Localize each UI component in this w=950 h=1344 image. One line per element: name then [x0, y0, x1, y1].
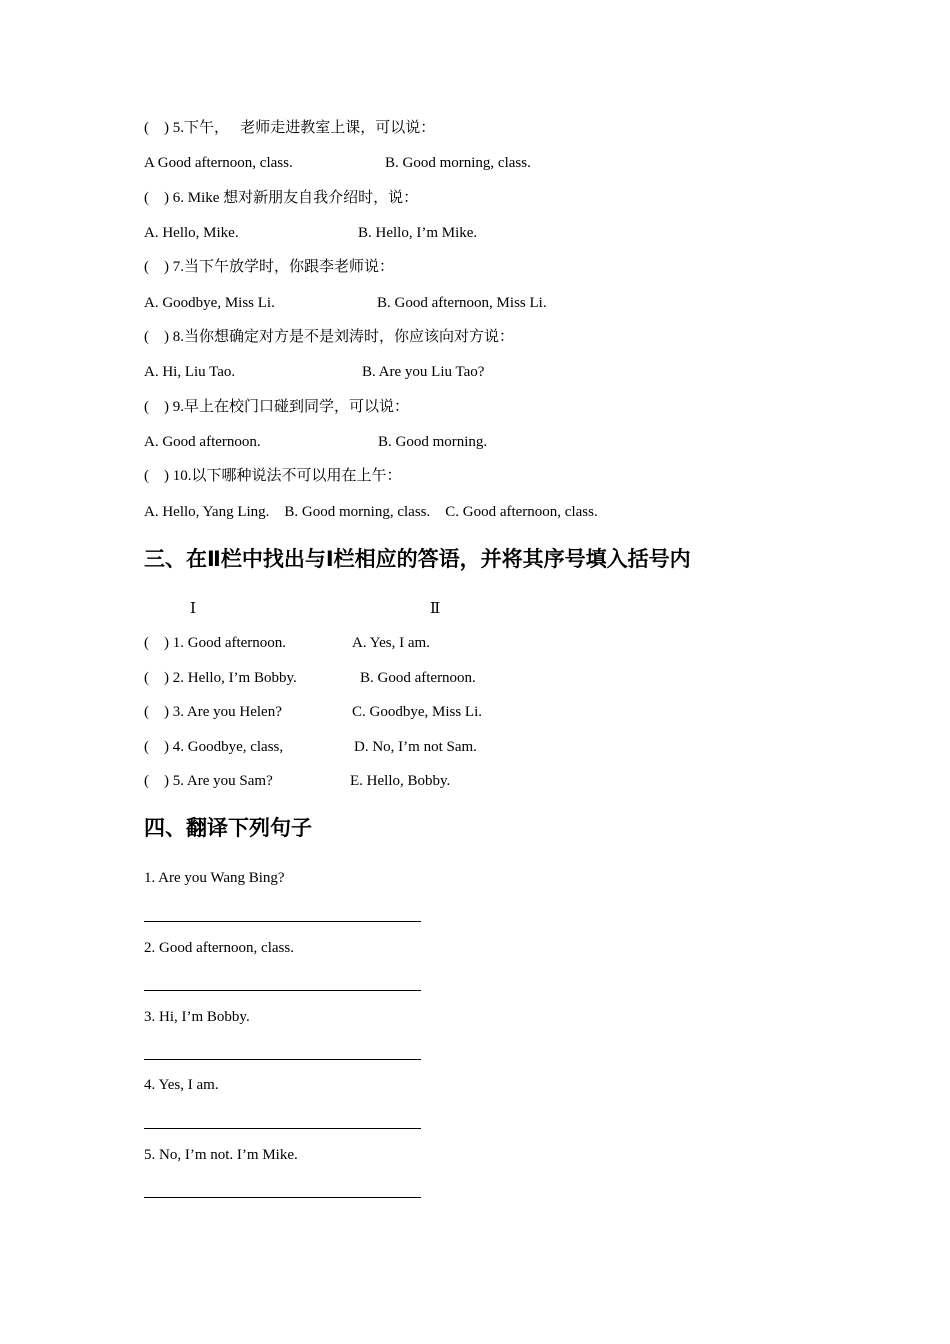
question-5-option-a: A Good afternoon, class.	[144, 155, 293, 171]
match-right-b: B. Good afternoon.	[360, 670, 476, 686]
match-left-3: ( ) 3. Are you Helen?	[144, 704, 282, 720]
match-left-2: ( ) 2. Hello, I’m Bobby.	[144, 670, 297, 686]
translate-item-1: 1. Are you Wang Bing?	[144, 870, 285, 886]
question-8-option-b: B. Are you Liu Tao?	[362, 364, 485, 380]
question-7-option-b: B. Good afternoon, Miss Li.	[377, 295, 547, 311]
section-4-title: 四、翻译下列句子	[144, 816, 312, 840]
translate-item-3: 3. Hi, I’m Bobby.	[144, 1009, 250, 1025]
column-2-label: Ⅱ	[430, 601, 441, 617]
question-5-option-b: B. Good morning, class.	[385, 155, 531, 171]
match-right-c: C. Goodbye, Miss Li.	[352, 704, 483, 720]
answer-line-3[interactable]	[144, 1059, 421, 1060]
question-6: ( ) 6. Mike 想对新朋友自我介绍时，说：	[144, 190, 419, 206]
question-8: ( ) 8.当你想确定对方是不是刘涛时，你应该向对方说：	[144, 329, 514, 345]
question-6-option-b: B. Hello, I’m Mike.	[358, 225, 478, 241]
answer-line-2[interactable]	[144, 990, 421, 991]
match-left-5: ( ) 5. Are you Sam?	[144, 773, 273, 789]
answer-line-1[interactable]	[144, 921, 421, 922]
question-8-option-a: A. Hi, Liu Tao.	[144, 364, 236, 380]
question-7-option-a: A. Goodbye, Miss Li.	[144, 295, 275, 311]
answer-line-5[interactable]	[144, 1197, 421, 1198]
question-7: ( ) 7.当下午放学时，你跟李老师说：	[144, 259, 394, 275]
question-10: ( ) 10.以下哪种说法不可以用在上午：	[144, 468, 402, 484]
question-5: ( ) 5.下午， 老师走进教室上课，可以说：	[144, 120, 436, 136]
translate-item-4: 4. Yes, I am.	[144, 1077, 219, 1093]
translate-item-5: 5. No, I’m not. I’m Mike.	[144, 1147, 298, 1163]
match-right-d: D. No, I’m not Sam.	[354, 739, 477, 755]
match-left-4: ( ) 4. Goodbye, class,	[144, 739, 284, 755]
match-right-e: E. Hello, Bobby.	[350, 773, 451, 789]
question-9-option-a: A. Good afternoon.	[144, 434, 261, 450]
question-6-option-a: A. Hello, Mike.	[144, 225, 239, 241]
section-3-title: 三、在Ⅱ栏中找出与Ⅰ栏相应的答语，并将其序号填入括号内	[144, 547, 691, 571]
answer-line-4[interactable]	[144, 1128, 421, 1129]
match-left-1: ( ) 1. Good afternoon.	[144, 635, 287, 651]
question-9: ( ) 9.早上在校门口碰到同学，可以说：	[144, 399, 409, 415]
match-right-a: A. Yes, I am.	[352, 635, 430, 651]
column-1-label: Ⅰ	[190, 601, 196, 617]
translate-item-2: 2. Good afternoon, class.	[144, 940, 294, 956]
question-10-options: A. Hello, Yang Ling. B. Good morning, class. C. Good afternoon, class.	[144, 504, 598, 520]
question-9-option-b: B. Good morning.	[378, 434, 488, 450]
